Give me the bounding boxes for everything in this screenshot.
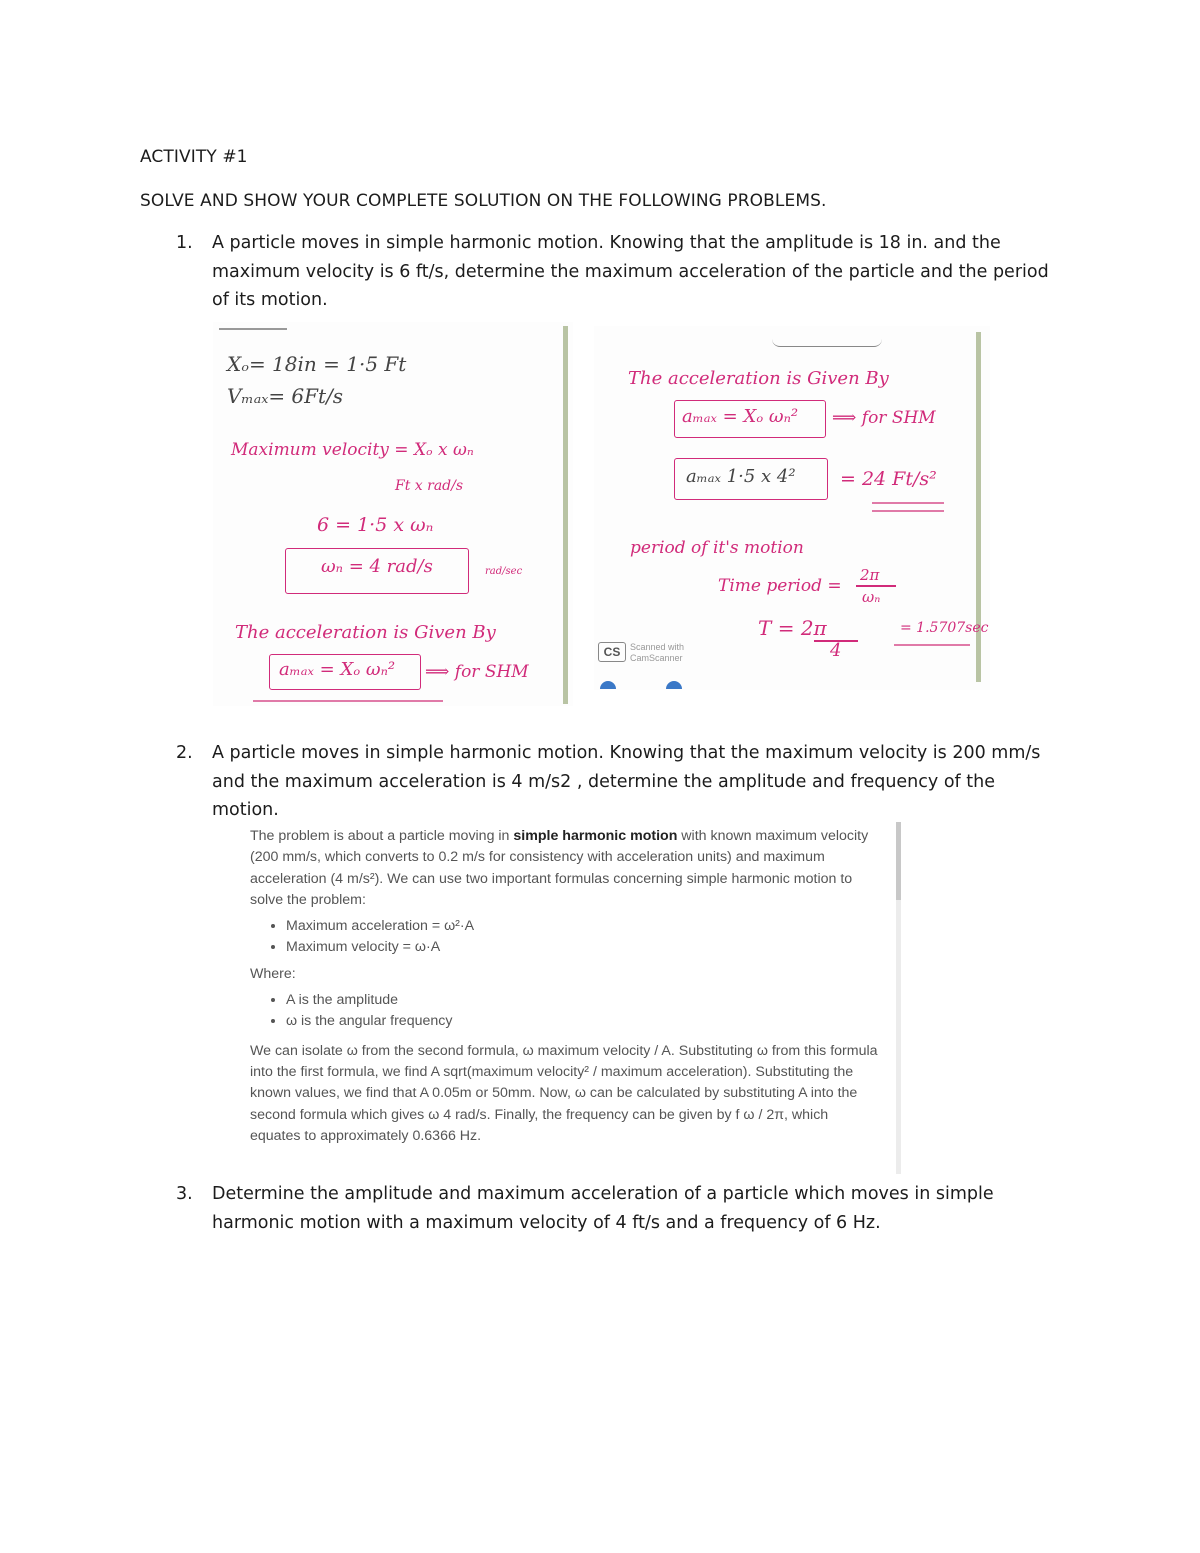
hw-given-vmax: Vₘₐₓ= 6Ft/s xyxy=(227,384,344,408)
hw-accel-given-r: The acceleration is Given By xyxy=(628,368,889,389)
problem-3-text xyxy=(212,1180,1112,1237)
hw-T-den: 4 xyxy=(830,640,842,661)
hw-accel-given: The acceleration is Given By xyxy=(235,622,496,643)
hw-units: Ft x rad/s xyxy=(395,478,464,494)
formula-item: • Maximum acceleration = ω²·A xyxy=(286,916,880,937)
handwritten-solution-right xyxy=(594,326,990,690)
answer-paragraph-1: The problem is about a particle moving in simple harmonic motion with known maximum velocity (200 mm/s, which converts to 0.2 m/s for consistency with acceleration units) and maximum acceleration (4 m/s²). We can use two important formulas concerning simple harmonic motion to solve the problem: xyxy=(250,828,869,909)
page-edge xyxy=(563,326,568,704)
hw-amax-sub: aₘₐₓ 1·5 x 4² xyxy=(686,466,796,487)
problem-3-line-1: Determine the amplitude and maximum acceleration of a particle which moves in simple xyxy=(212,1184,994,1204)
variable-item: • A is the amplitude xyxy=(286,990,880,1011)
hw-underline xyxy=(894,644,970,646)
hw-for-shm: ⟹ for SHM xyxy=(425,662,529,682)
problem-1-line-1: A particle moves in simple harmonic motion. Knowing that the amplitude is 18 in. and the xyxy=(212,233,1001,253)
circle-icon xyxy=(600,681,616,689)
camscanner-text xyxy=(630,642,684,664)
activity-heading: ACTIVITY #1 xyxy=(140,147,248,167)
formula-list xyxy=(250,916,880,959)
problem-1-text xyxy=(212,229,1112,315)
problem-1-line-3: of its motion. xyxy=(212,290,328,310)
hw-underline xyxy=(872,502,944,504)
hw-accel-formula: aₘₐₓ = Xₒ ωₙ² xyxy=(279,659,396,680)
hw-underline xyxy=(253,700,443,702)
hw-given-x0: Xₒ= 18in = 1·5 Ft xyxy=(227,352,407,376)
camscanner-line-2: CamScanner xyxy=(630,653,683,663)
hw-T-equation: T = 2π xyxy=(758,616,827,640)
hw-equation: 6 = 1·5 x ωₙ xyxy=(317,514,434,536)
hw-amax-result: = 24 Ft/s² xyxy=(840,468,937,490)
hw-time-period: Time period = xyxy=(718,576,842,596)
problem-2-number: 2. xyxy=(176,743,193,763)
variable-item: • ω is the angular frequency xyxy=(286,1011,880,1032)
hw-for-shm-r: ⟹ for SHM xyxy=(832,408,936,428)
hw-omega-result: ωₙ = 4 rad/s xyxy=(321,556,433,577)
hw-omega-den: ωₙ xyxy=(862,588,881,606)
problem-2-text xyxy=(212,739,1112,825)
answer-paragraph-2: We can isolate ω from the second formula, ω maximum velocity / A. Substituting ω from this formula into the first formula, we find A sqrt(maximum velocity² / maximum acceleration). Substituting the known values, we find that A 0.05m or 50mm. Now, ω can be calculated by substituting A into the second formula which gives ω 4 rad/s. Finally, the frequency can be given by f ω / 2π, which equates to approximately 0.6366 Hz. xyxy=(250,1042,878,1145)
camscanner-logo: CS xyxy=(598,642,626,662)
answer-screenshot xyxy=(242,822,904,1174)
answer-body xyxy=(250,826,880,1148)
circle-icon xyxy=(666,681,682,689)
problem-3-number: 3. xyxy=(176,1184,193,1204)
problem-2-line-3: motion. xyxy=(212,800,279,820)
problem-2-line-1: A particle moves in simple harmonic motion. Knowing that the maximum velocity is 200 mm/s xyxy=(212,743,1041,763)
hw-T-result: = 1.5707sec xyxy=(900,620,989,636)
camscanner-line-1: Scanned with xyxy=(630,642,685,652)
scrollbar-thumb[interactable] xyxy=(896,822,901,900)
scrollbar[interactable] xyxy=(896,822,901,1174)
hw-rad-sec: rad/sec xyxy=(485,566,523,577)
problem-1-number: 1. xyxy=(176,233,193,253)
where-label: Where: xyxy=(250,966,296,983)
hw-period-heading: period of it's motion xyxy=(630,538,804,558)
formula-item: • Maximum velocity = ω·A xyxy=(286,937,880,958)
variable-list xyxy=(250,990,880,1033)
problem-3-line-2: harmonic motion with a maximum velocity of 4 ft/s and a frequency of 6 Hz. xyxy=(212,1212,881,1233)
hw-underline xyxy=(872,510,944,512)
hw-max-velocity: Maximum velocity = Xₒ x ωₙ xyxy=(231,440,474,460)
problem-1-line-2: maximum velocity is 6 ft/s, determine the maximum acceleration of the particle and the period xyxy=(212,261,1049,282)
problem-2-line-2: and the maximum acceleration is 4 m/s2 , determine the amplitude and frequency of the xyxy=(212,771,995,792)
instruction-text: SOLVE AND SHOW YOUR COMPLETE SOLUTION ON THE FOLLOWING PROBLEMS. xyxy=(140,191,827,211)
hw-accel-formula-r: aₘₐₓ = Xₒ ωₙ² xyxy=(682,406,799,427)
handwritten-solution-left xyxy=(213,322,573,706)
hw-two-pi: 2π xyxy=(860,566,880,584)
